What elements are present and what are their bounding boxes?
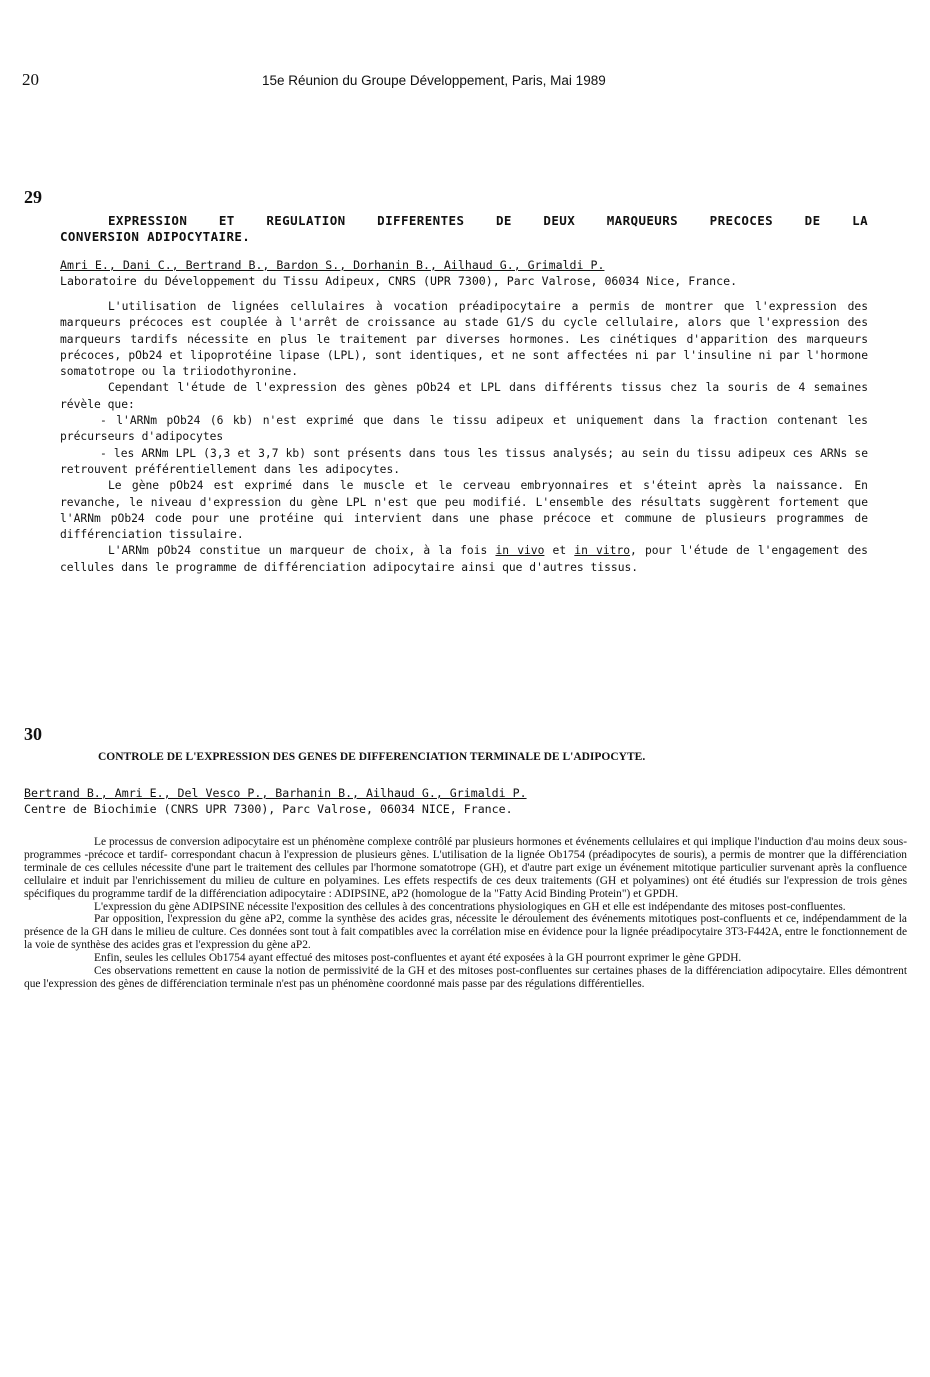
abstract-29-authors-block [60,258,737,289]
abstract-30-paragraph: Par opposition, l'expression du gène aP2, comme la synthèse des acides gras, nécessite le déroulement des événements mitotiques post-confluents et ce, indépendamment de la présence de la GH dans le milieu de culture. Ces données sont tout à fait compatibles avec la corrélation mise en évidence pour la lignée préadipocytaire 3T3-F442A, entre le fonctionnement de la voie de synthèse des acides gras et l'expression du gène aP2. [24,913,907,952]
abstract-29-bullet: - l'ARNm pOb24 (6 kb) n'est exprimé que dans le tissu adipeux et uniquement dans la fraction contenant les précurseurs d'adipocytes [60,414,868,444]
in-vivo-term: in vivo [495,544,545,558]
p6-mid: et [544,544,575,558]
abstract-29-authors: Amri E., Dani C., Bertrand B., Bardon S., Dorhanin B., Ailhaud G., Grimaldi P. [60,258,605,272]
abstract-29-number: 29 [24,187,42,207]
abstract-30-paragraph: L'expression du gène ADIPSINE nécessite l'exposition des cellules à des concentrations physiologiques en GH et elle est indépendante des mitoses post-confluentes. [94,900,846,913]
abstract-30-paragraph: Ces observations remettent en cause la notion de permissivité de la GH et des mitoses post-confluentes sur certaines phases de la différenciation adipocytaire. Elles démontrent que l'expression des gènes de différenciation terminale n'est pas un phénomène coordonné mais passe par des régulations différentielles. [24,965,907,990]
page-number: 20 [22,70,39,89]
abstract-29-title-line2: CONVERSION ADIPOCYTAIRE. [60,229,251,244]
abstract-30-body [24,836,907,991]
abstract-29-paragraph: Le gène pOb24 est exprimé dans le muscle et le cerveau embryonnaires et s'éteint après la naissance. En revanche, le niveau d'expression du gène LPL n'est que peu modifié. L'ensemble des résultats suggèrent fortement que l'ARNm pOb24 code pour une protéine qui intervient dans une phase précoce et commune de plusieurs programmes de différenciation tissulaire. [60,479,868,542]
abstract-30-authors-block [24,786,527,817]
p6-before: L'ARNm pOb24 constitue un marqueur de choix, à la fois [108,544,496,558]
abstract-29-bullet: - les ARNm LPL (3,3 et 3,7 kb) sont présents dans tous les tissus analysés; au sein du tissu adipeux ces ARNs se retrouvent préférentiellement dans les adipocytes. [60,446,868,476]
abstract-29-title-line1: EXPRESSION ET REGULATION DIFFERENTES DE DEUX MARQUEURS PRECOCES DE LA [108,213,868,228]
running-header: 15e Réunion du Groupe Développement, Paris, Mai 1989 [262,73,606,88]
abstract-29-body [60,299,868,576]
in-vitro-term: in vitro [574,544,631,558]
abstract-30-number: 30 [24,724,42,744]
abstract-29-paragraph: L'utilisation de lignées cellulaires à vocation préadipocytaire a permis de montrer que l'expression des marqueurs précoces est couplée à l'arrêt de croissance au stade G1/S du cycle cellulaire, alors que l'expression des marqueurs tardifs nécessite en plus le traitement par diverses hormones. Les cinétiques d'apparition des marqueurs précoces, pOb24 et lipoprotéine lipase (LPL), sont identiques, et ne sont affectées ni par l'insuline ni par l'hormone somatotrope ou la triiodothyronine. [60,300,868,379]
abstract-29-title [60,213,868,245]
abstract-30-paragraph: Le processus de conversion adipocytaire est un phénomène complexe contrôlé par plusieurs hormones et événements cellulaires et qui implique l'induction d'au moins deux sous-programmes -précoce et tardif- correspondant chacun à l'expression de plusieurs gènes. L'utilisation de la lignée Ob1754 (préadipocytes de souris), a permis de montrer que la différenciation terminale de ces cellules nécessite d'une part le traitement des cellules par l'hormone somatotrope (GH), et d'autre part exige un événement mitotique particulier survenant après la confluence cellulaire et induit par l'enrichissement du milieu de culture en polyamines. Les effets respectifs de ces deux traitements (GH et polyamines) ont été étudiés sur l'expression de trois gènes spécifiques du programme tardif de la différenciation adipocytaire : ADIPSINE, aP2 (homologue de la "Fatty Acid Binding Protein") et GPDH. [24,836,907,900]
p6-after: , pour l'étude de l'engagement des cellules dans le programme de différenciation adipocytaire ainsi que d'autres tissus. [60,544,868,574]
abstract-30-paragraph: Enfin, seules les cellules Ob1754 ayant effectué des mitoses post-confluentes et ayant été exposées à la GH pourront exprimer le gène GPDH. [94,952,742,965]
abstract-30-title: CONTROLE DE L'EXPRESSION DES GENES DE DIFFERENCIATION TERMINALE DE L'ADIPOCYTE. [98,751,646,763]
abstract-30-affiliation: Centre de Biochimie (CNRS UPR 7300), Parc Valrose, 06034 NICE, France. [24,801,513,816]
abstract-29-affiliation: Laboratoire du Développement du Tissu Adipeux, CNRS (UPR 7300), Parc Valrose, 06034 Nice, France. [60,273,738,288]
abstract-29-paragraph: Cependant l'étude de l'expression des gènes pOb24 et LPL dans différents tissus chez la souris de 4 semaines révèle que: [60,381,868,411]
abstract-29-paragraph [60,543,868,576]
abstract-30-authors: Bertrand B., Amri E., Del Vesco P., Barhanin B., Ailhaud G., Grimaldi P. [24,786,527,800]
